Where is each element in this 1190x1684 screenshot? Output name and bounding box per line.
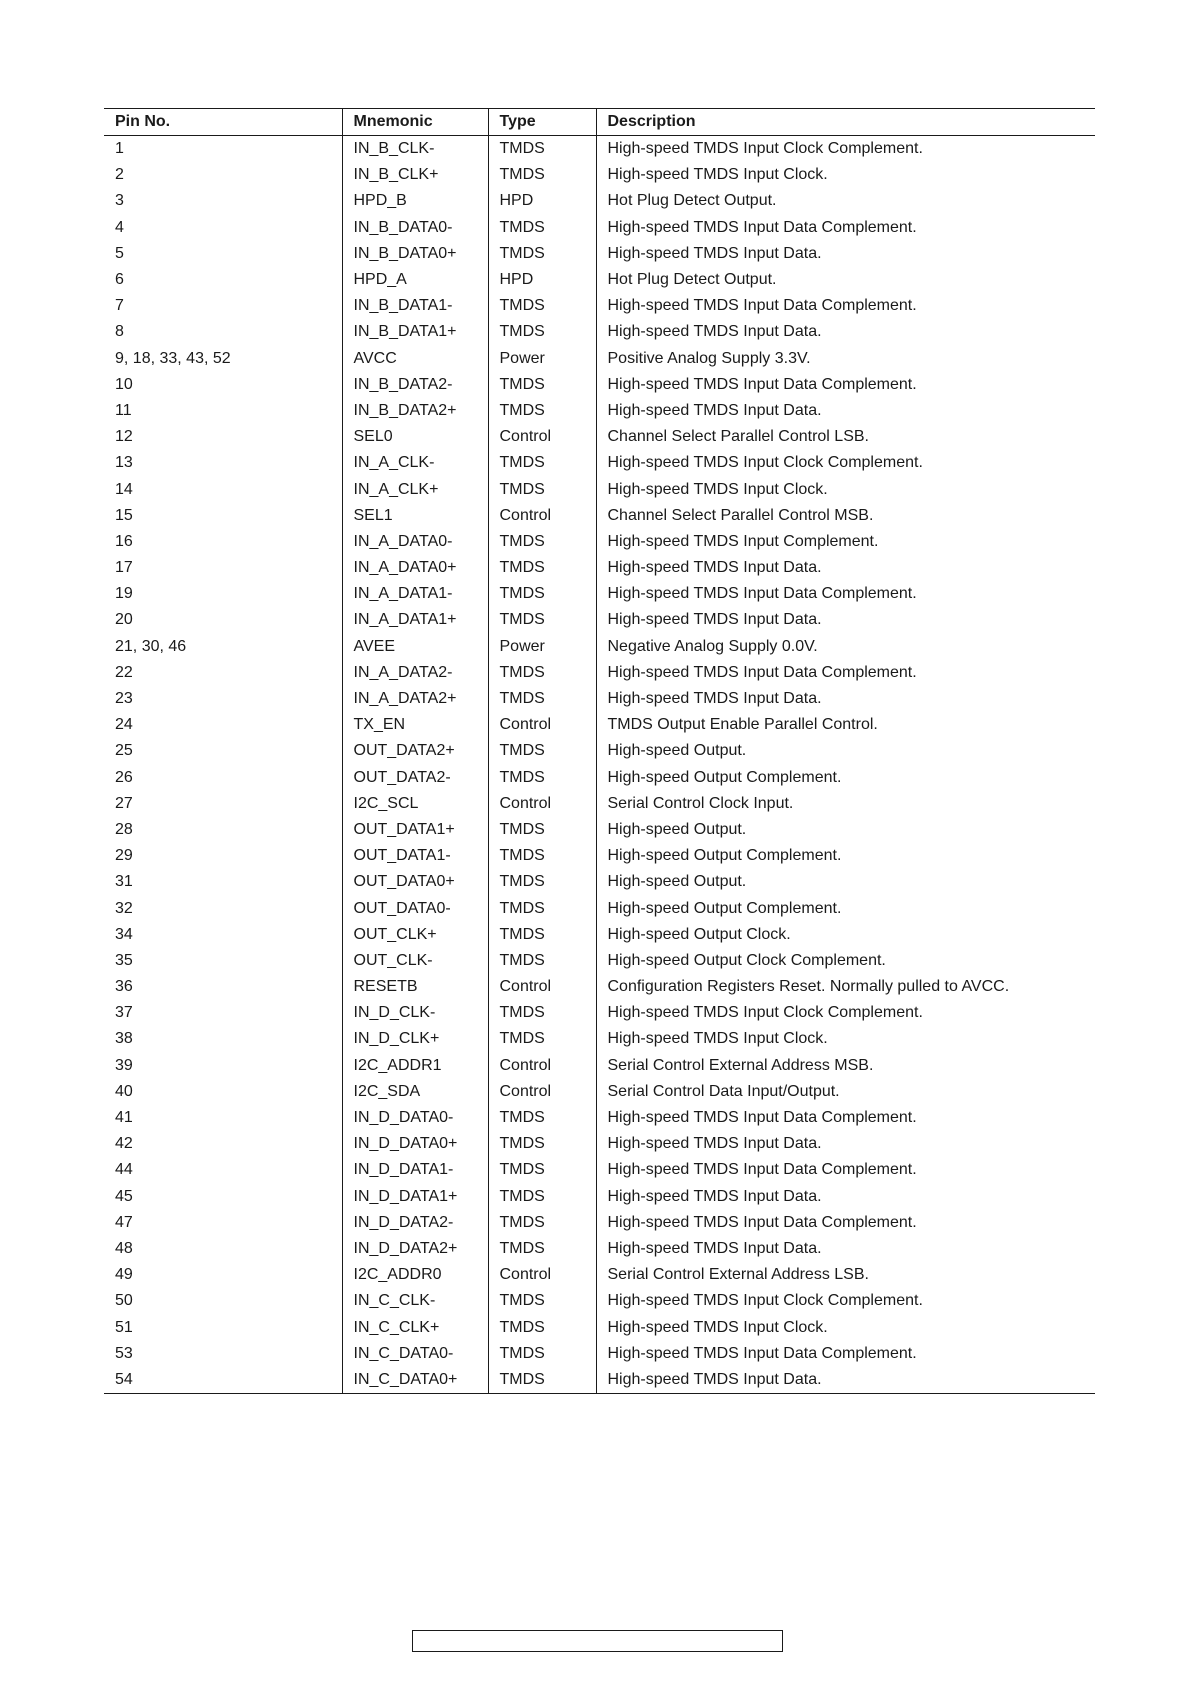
cell-mnemonic: IN_D_DATA2- <box>342 1210 488 1236</box>
cell-description: High-speed TMDS Input Data. <box>596 1184 1095 1210</box>
header-description: Description <box>596 109 1095 136</box>
cell-type: TMDS <box>488 738 596 764</box>
table-row <box>104 791 1095 817</box>
cell-description: Serial Control External Address LSB. <box>596 1262 1095 1288</box>
cell-mnemonic: OUT_DATA0+ <box>342 869 488 895</box>
cell-mnemonic: IN_D_DATA1- <box>342 1157 488 1183</box>
cell-mnemonic: I2C_ADDR1 <box>342 1053 488 1079</box>
cell-description: High-speed Output Complement. <box>596 765 1095 791</box>
cell-type: TMDS <box>488 476 596 502</box>
cell-mnemonic: AVCC <box>342 346 488 372</box>
table-row <box>104 634 1095 660</box>
table-row <box>104 241 1095 267</box>
cell-description: High-speed TMDS Input Complement. <box>596 529 1095 555</box>
table-row <box>104 1026 1095 1052</box>
cell-description: High-speed TMDS Input Data. <box>596 241 1095 267</box>
cell-pin-no: 11 <box>115 401 132 419</box>
pin-function-table <box>104 108 1095 1394</box>
cell-type: TMDS <box>488 1314 596 1340</box>
header-mnemonic: Mnemonic <box>342 109 488 136</box>
cell-mnemonic: IN_B_DATA1+ <box>342 319 488 345</box>
cell-type: TMDS <box>488 765 596 791</box>
cell-pin-no: 29 <box>115 847 133 865</box>
cell-mnemonic: IN_B_DATA0- <box>342 215 488 241</box>
table-row <box>104 1314 1095 1340</box>
cell-description: Serial Control Data Input/Output. <box>596 1079 1095 1105</box>
cell-pin-no: 8 <box>115 323 124 341</box>
cell-pin-no: 44 <box>115 1161 133 1179</box>
cell-description: High-speed Output. <box>596 738 1095 764</box>
cell-pin-no: 19 <box>115 585 133 603</box>
cell-mnemonic: OUT_CLK+ <box>342 922 488 948</box>
cell-pin-no: 42 <box>115 1135 133 1153</box>
cell-type: TMDS <box>488 1210 596 1236</box>
cell-mnemonic: IN_C_DATA0- <box>342 1341 488 1367</box>
table-row <box>104 476 1095 502</box>
cell-pin-no: 48 <box>115 1239 133 1257</box>
cell-type: TMDS <box>488 1367 596 1394</box>
cell-mnemonic: IN_D_CLK- <box>342 1000 488 1026</box>
table-row <box>104 948 1095 974</box>
cell-pin-no: 24 <box>115 716 133 734</box>
cell-mnemonic: OUT_DATA1- <box>342 843 488 869</box>
table-row <box>104 1131 1095 1157</box>
cell-pin-no: 47 <box>115 1213 133 1231</box>
cell-mnemonic: OUT_DATA0- <box>342 895 488 921</box>
table-row <box>104 765 1095 791</box>
cell-mnemonic: IN_A_DATA1+ <box>342 607 488 633</box>
cell-pin-no: 14 <box>115 480 133 498</box>
cell-mnemonic: SEL1 <box>342 503 488 529</box>
cell-mnemonic: OUT_CLK- <box>342 948 488 974</box>
table-row <box>104 293 1095 319</box>
cell-pin-no: 26 <box>115 768 133 786</box>
table-row <box>104 660 1095 686</box>
cell-type: Power <box>488 634 596 660</box>
cell-mnemonic: IN_D_DATA1+ <box>342 1184 488 1210</box>
cell-type: TMDS <box>488 398 596 424</box>
cell-type: TMDS <box>488 660 596 686</box>
cell-mnemonic: I2C_SCL <box>342 791 488 817</box>
cell-type: TMDS <box>488 1026 596 1052</box>
table-row <box>104 1053 1095 1079</box>
cell-description: High-speed Output Complement. <box>596 843 1095 869</box>
cell-mnemonic: IN_B_CLK- <box>342 136 488 163</box>
table-row <box>104 372 1095 398</box>
cell-description: High-speed Output. <box>596 817 1095 843</box>
cell-description: High-speed TMDS Input Data. <box>596 686 1095 712</box>
cell-type: TMDS <box>488 372 596 398</box>
table-row <box>104 1288 1095 1314</box>
cell-pin-no: 21, 30, 46 <box>115 637 187 655</box>
cell-pin-no: 16 <box>115 532 133 550</box>
cell-mnemonic: IN_A_CLK- <box>342 450 488 476</box>
cell-description: High-speed TMDS Input Clock Complement. <box>596 1000 1095 1026</box>
table-body <box>104 136 1095 1394</box>
cell-description: High-speed TMDS Input Clock. <box>596 1314 1095 1340</box>
cell-pin-no: 36 <box>115 978 133 996</box>
cell-type: TMDS <box>488 319 596 345</box>
cell-type: TMDS <box>488 948 596 974</box>
cell-pin-no: 10 <box>115 375 133 393</box>
cell-mnemonic: IN_B_DATA0+ <box>342 241 488 267</box>
cell-pin-no: 37 <box>115 1004 133 1022</box>
cell-pin-no: 54 <box>104 1367 342 1394</box>
cell-pin-no: 35 <box>115 951 133 969</box>
table-row <box>104 1079 1095 1105</box>
cell-mnemonic: IN_C_CLK- <box>342 1288 488 1314</box>
cell-description: High-speed TMDS Input Data Complement. <box>596 372 1095 398</box>
table-row <box>104 581 1095 607</box>
table-row <box>104 529 1095 555</box>
cell-type: TMDS <box>488 607 596 633</box>
table-row <box>104 267 1095 293</box>
table-row <box>104 555 1095 581</box>
cell-description: High-speed TMDS Input Clock. <box>596 476 1095 502</box>
cell-type: TMDS <box>488 686 596 712</box>
cell-description: High-speed TMDS Input Data Complement. <box>596 1210 1095 1236</box>
cell-mnemonic: IN_B_CLK+ <box>342 162 488 188</box>
cell-description: High-speed Output Clock. <box>596 922 1095 948</box>
cell-type: TMDS <box>488 162 596 188</box>
table-row <box>104 738 1095 764</box>
table-row <box>104 215 1095 241</box>
cell-mnemonic: TX_EN <box>342 712 488 738</box>
cell-type: Control <box>488 503 596 529</box>
table-row <box>104 503 1095 529</box>
table-row <box>104 1236 1095 1262</box>
cell-pin-no: 51 <box>115 1318 133 1336</box>
cell-mnemonic: HPD_B <box>342 188 488 214</box>
table-row <box>104 1184 1095 1210</box>
table-row <box>104 607 1095 633</box>
cell-type: Control <box>488 424 596 450</box>
cell-pin-no: 27 <box>115 794 133 812</box>
cell-type: HPD <box>488 267 596 293</box>
cell-pin-no: 41 <box>115 1109 133 1127</box>
table-row <box>104 346 1095 372</box>
cell-mnemonic: IN_A_DATA2- <box>342 660 488 686</box>
cell-mnemonic: I2C_SDA <box>342 1079 488 1105</box>
table-row <box>104 136 1095 163</box>
cell-description: High-speed TMDS Input Clock. <box>596 1026 1095 1052</box>
cell-description: High-speed TMDS Input Data. <box>596 398 1095 424</box>
cell-pin-no: 2 <box>115 166 124 184</box>
cell-type: TMDS <box>488 215 596 241</box>
cell-description: High-speed TMDS Input Data. <box>596 1367 1095 1394</box>
table-row <box>104 1262 1095 1288</box>
cell-pin-no: 50 <box>115 1292 133 1310</box>
table-row <box>104 398 1095 424</box>
cell-type: Control <box>488 1079 596 1105</box>
table-row <box>104 712 1095 738</box>
cell-type: Control <box>488 791 596 817</box>
cell-description: High-speed TMDS Input Data Complement. <box>596 293 1095 319</box>
cell-pin-no: 7 <box>115 297 124 315</box>
cell-type: TMDS <box>488 1157 596 1183</box>
cell-mnemonic: IN_C_CLK+ <box>342 1314 488 1340</box>
cell-pin-no: 1 <box>115 140 124 158</box>
cell-pin-no: 5 <box>115 244 124 262</box>
cell-pin-no: 3 <box>115 192 124 210</box>
cell-type: TMDS <box>488 895 596 921</box>
cell-type: TMDS <box>488 869 596 895</box>
cell-pin-no: 22 <box>115 663 133 681</box>
cell-description: Serial Control Clock Input. <box>596 791 1095 817</box>
cell-pin-no: 49 <box>115 1266 133 1284</box>
table-row <box>104 1000 1095 1026</box>
cell-type: TMDS <box>488 136 596 163</box>
table-row <box>104 1105 1095 1131</box>
table-row <box>104 1367 1095 1394</box>
cell-pin-no: 12 <box>115 428 133 446</box>
cell-pin-no: 4 <box>115 218 124 236</box>
cell-pin-no: 38 <box>115 1030 133 1048</box>
cell-type: Control <box>488 712 596 738</box>
cell-description: High-speed Output. <box>596 869 1095 895</box>
cell-type: Power <box>488 346 596 372</box>
cell-pin-no: 13 <box>115 454 133 472</box>
cell-description: Serial Control External Address MSB. <box>596 1053 1095 1079</box>
cell-mnemonic: HPD_A <box>342 267 488 293</box>
table-row <box>104 1157 1095 1183</box>
cell-description: High-speed TMDS Input Data. <box>596 607 1095 633</box>
cell-type: TMDS <box>488 1341 596 1367</box>
cell-type: TMDS <box>488 241 596 267</box>
cell-mnemonic: IN_A_DATA0+ <box>342 555 488 581</box>
cell-mnemonic: IN_B_DATA2- <box>342 372 488 398</box>
cell-mnemonic: IN_A_CLK+ <box>342 476 488 502</box>
cell-type: Control <box>488 1262 596 1288</box>
cell-description: Channel Select Parallel Control MSB. <box>596 503 1095 529</box>
table-row <box>104 162 1095 188</box>
table-row <box>104 1341 1095 1367</box>
cell-mnemonic: RESETB <box>342 974 488 1000</box>
table-row <box>104 319 1095 345</box>
cell-mnemonic: AVEE <box>342 634 488 660</box>
cell-mnemonic: OUT_DATA2- <box>342 765 488 791</box>
cell-type: TMDS <box>488 922 596 948</box>
cell-type: Control <box>488 1053 596 1079</box>
cell-mnemonic: IN_A_DATA2+ <box>342 686 488 712</box>
cell-pin-no: 34 <box>115 925 133 943</box>
cell-mnemonic: OUT_DATA1+ <box>342 817 488 843</box>
cell-mnemonic: IN_D_DATA0+ <box>342 1131 488 1157</box>
cell-pin-no: 6 <box>115 271 124 289</box>
cell-type: TMDS <box>488 529 596 555</box>
cell-description: High-speed TMDS Input Clock Complement. <box>596 450 1095 476</box>
cell-description: High-speed TMDS Input Data Complement. <box>596 581 1095 607</box>
table-header-row <box>104 109 1095 136</box>
cell-mnemonic: IN_B_DATA2+ <box>342 398 488 424</box>
cell-type: TMDS <box>488 293 596 319</box>
cell-type: HPD <box>488 188 596 214</box>
table-row <box>104 424 1095 450</box>
cell-mnemonic: SEL0 <box>342 424 488 450</box>
cell-type: TMDS <box>488 1184 596 1210</box>
cell-description: Channel Select Parallel Control LSB. <box>596 424 1095 450</box>
cell-description: High-speed TMDS Input Clock. <box>596 162 1095 188</box>
cell-description: Hot Plug Detect Output. <box>596 267 1095 293</box>
cell-pin-no: 23 <box>115 690 133 708</box>
cell-description: High-speed Output Clock Complement. <box>596 948 1095 974</box>
cell-description: High-speed Output Complement. <box>596 895 1095 921</box>
cell-mnemonic: I2C_ADDR0 <box>342 1262 488 1288</box>
header-type: Type <box>488 109 596 136</box>
cell-pin-no: 45 <box>115 1187 133 1205</box>
cell-pin-no: 53 <box>115 1344 133 1362</box>
cell-pin-no: 28 <box>115 820 133 838</box>
cell-type: Control <box>488 974 596 1000</box>
cell-description: Positive Analog Supply 3.3V. <box>596 346 1095 372</box>
cell-type: TMDS <box>488 1000 596 1026</box>
cell-type: TMDS <box>488 1105 596 1131</box>
cell-mnemonic: IN_A_DATA0- <box>342 529 488 555</box>
cell-mnemonic: OUT_DATA2+ <box>342 738 488 764</box>
table-row <box>104 843 1095 869</box>
cell-mnemonic: IN_B_DATA1- <box>342 293 488 319</box>
cell-description: High-speed TMDS Input Data Complement. <box>596 1105 1095 1131</box>
table-row <box>104 1210 1095 1236</box>
cell-description: High-speed TMDS Input Data Complement. <box>596 1341 1095 1367</box>
cell-pin-no: 15 <box>115 506 133 524</box>
cell-description: Hot Plug Detect Output. <box>596 188 1095 214</box>
table-row <box>104 188 1095 214</box>
cell-type: TMDS <box>488 555 596 581</box>
cell-pin-no: 40 <box>115 1082 133 1100</box>
cell-pin-no: 39 <box>115 1056 133 1074</box>
table-row <box>104 450 1095 476</box>
cell-type: TMDS <box>488 1236 596 1262</box>
table-row <box>104 686 1095 712</box>
cell-type: TMDS <box>488 450 596 476</box>
table-row <box>104 817 1095 843</box>
cell-type: TMDS <box>488 843 596 869</box>
header-pin-no: Pin No. <box>104 109 342 136</box>
cell-description: High-speed TMDS Input Data. <box>596 555 1095 581</box>
cell-description: High-speed TMDS Input Data Complement. <box>596 660 1095 686</box>
cell-type: TMDS <box>488 1288 596 1314</box>
cell-description: TMDS Output Enable Parallel Control. <box>596 712 1095 738</box>
cell-mnemonic: IN_D_DATA0- <box>342 1105 488 1131</box>
cell-description: Configuration Registers Reset. Normally pulled to AVCC. <box>596 974 1095 1000</box>
cell-mnemonic: IN_D_CLK+ <box>342 1026 488 1052</box>
cell-mnemonic: IN_D_DATA2+ <box>342 1236 488 1262</box>
cell-type: TMDS <box>488 581 596 607</box>
table-row <box>104 895 1095 921</box>
cell-type: TMDS <box>488 817 596 843</box>
cell-description: High-speed TMDS Input Data Complement. <box>596 215 1095 241</box>
cell-description: High-speed TMDS Input Data. <box>596 319 1095 345</box>
cell-mnemonic: IN_C_DATA0+ <box>342 1367 488 1394</box>
cell-pin-no: 20 <box>115 611 133 629</box>
cell-description: High-speed TMDS Input Data. <box>596 1236 1095 1262</box>
cell-pin-no: 25 <box>115 742 133 760</box>
cell-description: High-speed TMDS Input Data. <box>596 1131 1095 1157</box>
cell-pin-no: 9, 18, 33, 43, 52 <box>115 349 231 367</box>
cell-pin-no: 31 <box>115 873 133 891</box>
footer-box <box>412 1630 783 1652</box>
cell-pin-no: 32 <box>115 899 133 917</box>
cell-description: Negative Analog Supply 0.0V. <box>596 634 1095 660</box>
cell-description: High-speed TMDS Input Clock Complement. <box>596 1288 1095 1314</box>
cell-description: High-speed TMDS Input Clock Complement. <box>596 136 1095 163</box>
cell-mnemonic: IN_A_DATA1- <box>342 581 488 607</box>
table-row <box>104 974 1095 1000</box>
table-row <box>104 869 1095 895</box>
cell-description: High-speed TMDS Input Data Complement. <box>596 1157 1095 1183</box>
table-row <box>104 922 1095 948</box>
cell-type: TMDS <box>488 1131 596 1157</box>
cell-pin-no: 17 <box>115 559 133 577</box>
